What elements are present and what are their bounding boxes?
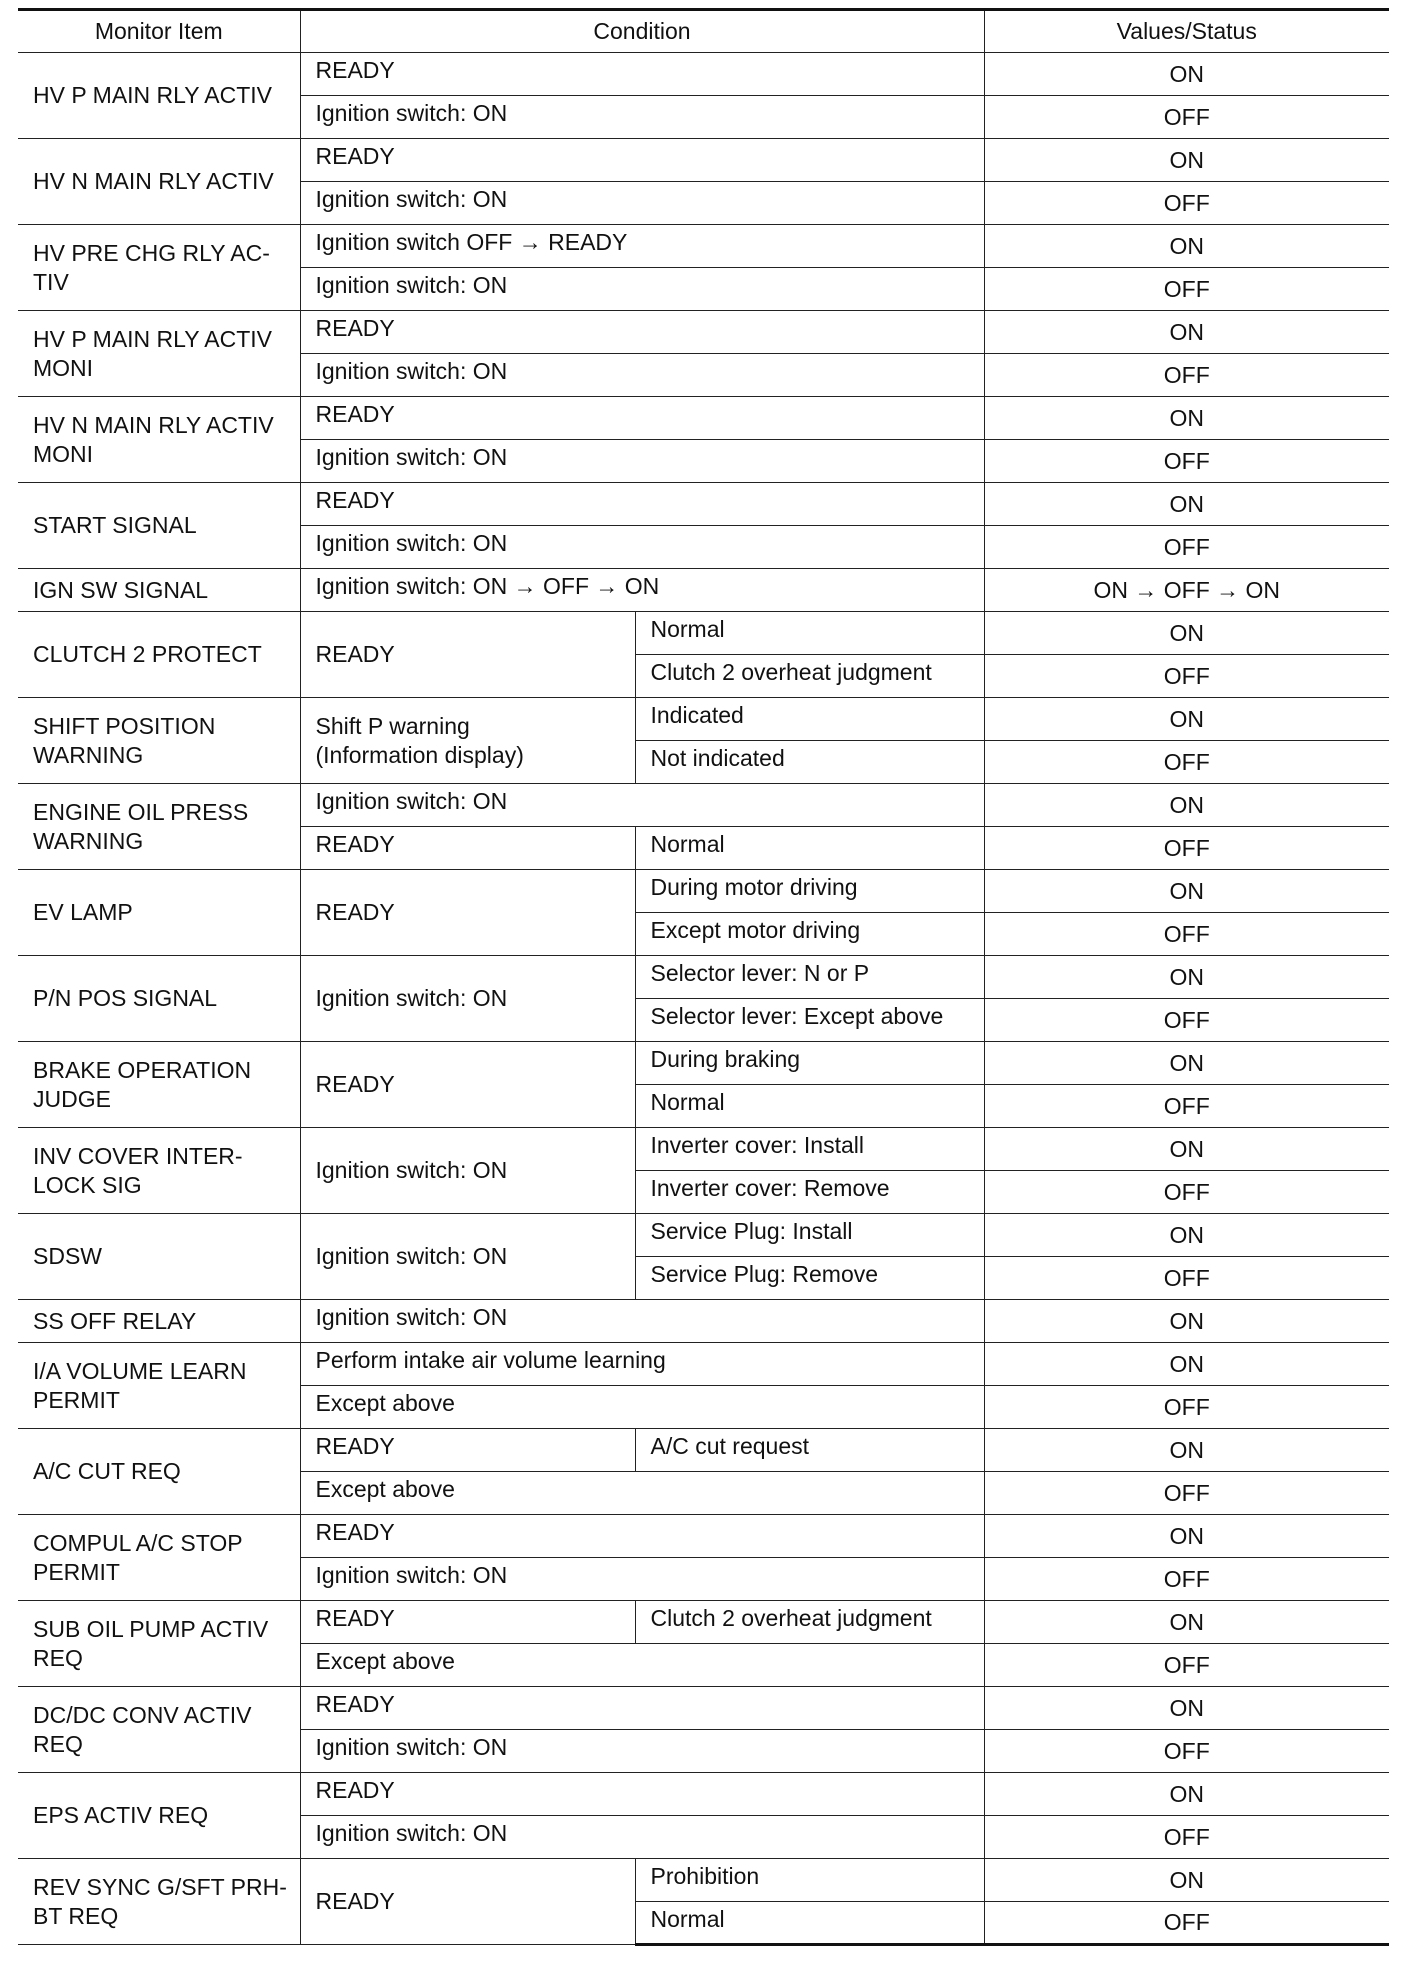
table-row xyxy=(18,870,1389,913)
value-status: ON xyxy=(984,1343,1389,1386)
condition: Ignition switch OFF → READY xyxy=(300,225,984,268)
header-values-status: Values/Status xyxy=(984,10,1389,53)
value-status: ON xyxy=(984,1773,1389,1816)
monitor-item: START SIGNAL xyxy=(18,483,300,569)
sub-condition: During motor driving xyxy=(635,870,984,913)
table-row xyxy=(18,1429,1389,1472)
condition: READY xyxy=(300,1601,635,1644)
table-row xyxy=(18,397,1389,440)
value-status: OFF xyxy=(984,1386,1389,1429)
monitor-item: SHIFT POSITION WARNING xyxy=(18,698,300,784)
condition: Ignition switch: ON → OFF → ON xyxy=(300,569,984,612)
value-status: ON → OFF → ON xyxy=(984,569,1389,612)
condition: Ignition switch: ON xyxy=(300,1300,984,1343)
table-row xyxy=(18,956,1389,999)
table-row xyxy=(18,1343,1389,1386)
value-status: OFF xyxy=(984,827,1389,870)
sub-condition: Clutch 2 overheat judgment xyxy=(635,1601,984,1644)
sub-condition: Selector lever: N or P xyxy=(635,956,984,999)
table-row xyxy=(18,784,1389,827)
table-row xyxy=(18,311,1389,354)
value-status: OFF xyxy=(984,741,1389,784)
condition: Perform intake air volume learning xyxy=(300,1343,984,1386)
monitor-item: DC/DC CONV ACTIV REQ xyxy=(18,1687,300,1773)
value-status: ON xyxy=(984,311,1389,354)
sub-condition: Indicated xyxy=(635,698,984,741)
condition: READY xyxy=(300,870,635,956)
value-status: OFF xyxy=(984,440,1389,483)
value-status: OFF xyxy=(984,1558,1389,1601)
condition: Ignition switch: ON xyxy=(300,1214,635,1300)
monitor-item: SUB OIL PUMP ACTIV REQ xyxy=(18,1601,300,1687)
table-row xyxy=(18,1042,1389,1085)
condition: READY xyxy=(300,311,984,354)
sub-condition: Except motor driving xyxy=(635,913,984,956)
condition: READY xyxy=(300,1042,635,1128)
sub-condition: Normal xyxy=(635,1902,984,1945)
monitor-item: SDSW xyxy=(18,1214,300,1300)
monitor-item: EPS ACTIV REQ xyxy=(18,1773,300,1859)
condition: READY xyxy=(300,53,984,96)
sub-condition: Not indicated xyxy=(635,741,984,784)
value-status: OFF xyxy=(984,1644,1389,1687)
value-status: ON xyxy=(984,397,1389,440)
value-status: OFF xyxy=(984,1902,1389,1945)
condition: Ignition switch: ON xyxy=(300,268,984,311)
monitor-item: HV N MAIN RLY ACTIV MONI xyxy=(18,397,300,483)
condition: Except above xyxy=(300,1386,984,1429)
condition: Except above xyxy=(300,1472,984,1515)
table-row xyxy=(18,1300,1389,1343)
value-status: OFF xyxy=(984,999,1389,1042)
monitor-item: COMPUL A/C STOP PERMIT xyxy=(18,1515,300,1601)
monitor-item: EV LAMP xyxy=(18,870,300,956)
condition: Ignition switch: ON xyxy=(300,182,984,225)
header-condition: Condition xyxy=(300,10,984,53)
value-status: OFF xyxy=(984,1816,1389,1859)
condition: READY xyxy=(300,483,984,526)
value-status: ON xyxy=(984,698,1389,741)
condition: Ignition switch: ON xyxy=(300,96,984,139)
value-status: OFF xyxy=(984,1171,1389,1214)
table-row xyxy=(18,225,1389,268)
condition: READY xyxy=(300,1429,635,1472)
table-row xyxy=(18,53,1389,96)
value-status: ON xyxy=(984,1601,1389,1644)
sub-condition: Service Plug: Remove xyxy=(635,1257,984,1300)
sub-condition: Prohibition xyxy=(635,1859,984,1902)
condition: READY xyxy=(300,139,984,182)
table-row xyxy=(18,1214,1389,1257)
condition: Ignition switch: ON xyxy=(300,1816,984,1859)
table-row xyxy=(18,1773,1389,1816)
value-status: ON xyxy=(984,1300,1389,1343)
sub-condition: During braking xyxy=(635,1042,984,1085)
value-status: ON xyxy=(984,956,1389,999)
table-row xyxy=(18,1128,1389,1171)
value-status: OFF xyxy=(984,1472,1389,1515)
value-status: ON xyxy=(984,139,1389,182)
table-row xyxy=(18,1601,1389,1644)
condition: READY xyxy=(300,1515,984,1558)
monitor-item: REV SYNC G/SFT PRH- BT REQ xyxy=(18,1859,300,1945)
sub-condition: Selector lever: Except above xyxy=(635,999,984,1042)
value-status: OFF xyxy=(984,268,1389,311)
condition: Except above xyxy=(300,1644,984,1687)
table-row xyxy=(18,139,1389,182)
value-status: ON xyxy=(984,1687,1389,1730)
sub-condition: Inverter cover: Install xyxy=(635,1128,984,1171)
sub-condition: Inverter cover: Remove xyxy=(635,1171,984,1214)
value-status: ON xyxy=(984,612,1389,655)
value-status: ON xyxy=(984,1128,1389,1171)
sub-condition: Service Plug: Install xyxy=(635,1214,984,1257)
condition: Ignition switch: ON xyxy=(300,784,984,827)
monitor-item: HV N MAIN RLY ACTIV xyxy=(18,139,300,225)
sub-condition: Normal xyxy=(635,612,984,655)
table-row xyxy=(18,483,1389,526)
value-status: ON xyxy=(984,1859,1389,1902)
condition: Ignition switch: ON xyxy=(300,1730,984,1773)
condition: READY xyxy=(300,397,984,440)
monitor-item: I/A VOLUME LEARN PERMIT xyxy=(18,1343,300,1429)
condition: READY xyxy=(300,1687,984,1730)
monitor-item: IGN SW SIGNAL xyxy=(18,569,300,612)
value-status: OFF xyxy=(984,182,1389,225)
value-status: ON xyxy=(984,225,1389,268)
monitor-item: HV P MAIN RLY ACTIV xyxy=(18,53,300,139)
value-status: ON xyxy=(984,1515,1389,1558)
value-status: OFF xyxy=(984,1730,1389,1773)
value-status: OFF xyxy=(984,913,1389,956)
table-row xyxy=(18,1687,1389,1730)
condition: Ignition switch: ON xyxy=(300,354,984,397)
table-row xyxy=(18,569,1389,612)
condition: Ignition switch: ON xyxy=(300,526,984,569)
value-status: ON xyxy=(984,1214,1389,1257)
sub-condition: Normal xyxy=(635,827,984,870)
value-status: ON xyxy=(984,483,1389,526)
sub-condition: A/C cut request xyxy=(635,1429,984,1472)
value-status: ON xyxy=(984,1042,1389,1085)
monitor-item: HV P MAIN RLY ACTIV MONI xyxy=(18,311,300,397)
table-row xyxy=(18,1859,1389,1902)
value-status: OFF xyxy=(984,1085,1389,1128)
condition: Ignition switch: ON xyxy=(300,1558,984,1601)
monitor-item: CLUTCH 2 PROTECT xyxy=(18,612,300,698)
condition: READY xyxy=(300,1859,635,1945)
table-row xyxy=(18,1515,1389,1558)
monitor-item: P/N POS SIGNAL xyxy=(18,956,300,1042)
value-status: ON xyxy=(984,870,1389,913)
monitor-item: ENGINE OIL PRESS WARNING xyxy=(18,784,300,870)
monitor-items-table xyxy=(18,8,1389,1946)
table-row xyxy=(18,612,1389,655)
condition: Shift P warning (Information display) xyxy=(300,698,635,784)
condition: READY xyxy=(300,1773,984,1816)
value-status: OFF xyxy=(984,1257,1389,1300)
header-row xyxy=(18,10,1389,53)
sub-condition: Normal xyxy=(635,1085,984,1128)
condition: READY xyxy=(300,612,635,698)
value-status: OFF xyxy=(984,354,1389,397)
monitor-item: SS OFF RELAY xyxy=(18,1300,300,1343)
table-row xyxy=(18,698,1389,741)
header-monitor-item: Monitor Item xyxy=(18,10,300,53)
condition: Ignition switch: ON xyxy=(300,1128,635,1214)
value-status: OFF xyxy=(984,96,1389,139)
condition: Ignition switch: ON xyxy=(300,440,984,483)
condition: READY xyxy=(300,827,635,870)
monitor-item: HV PRE CHG RLY AC- TIV xyxy=(18,225,300,311)
condition: Ignition switch: ON xyxy=(300,956,635,1042)
value-status: OFF xyxy=(984,655,1389,698)
sub-condition: Clutch 2 overheat judgment xyxy=(635,655,984,698)
value-status: ON xyxy=(984,784,1389,827)
monitor-item: INV COVER INTER- LOCK SIG xyxy=(18,1128,300,1214)
monitor-item: BRAKE OPERATION JUDGE xyxy=(18,1042,300,1128)
value-status: ON xyxy=(984,1429,1389,1472)
value-status: OFF xyxy=(984,526,1389,569)
value-status: ON xyxy=(984,53,1389,96)
monitor-item: A/C CUT REQ xyxy=(18,1429,300,1515)
